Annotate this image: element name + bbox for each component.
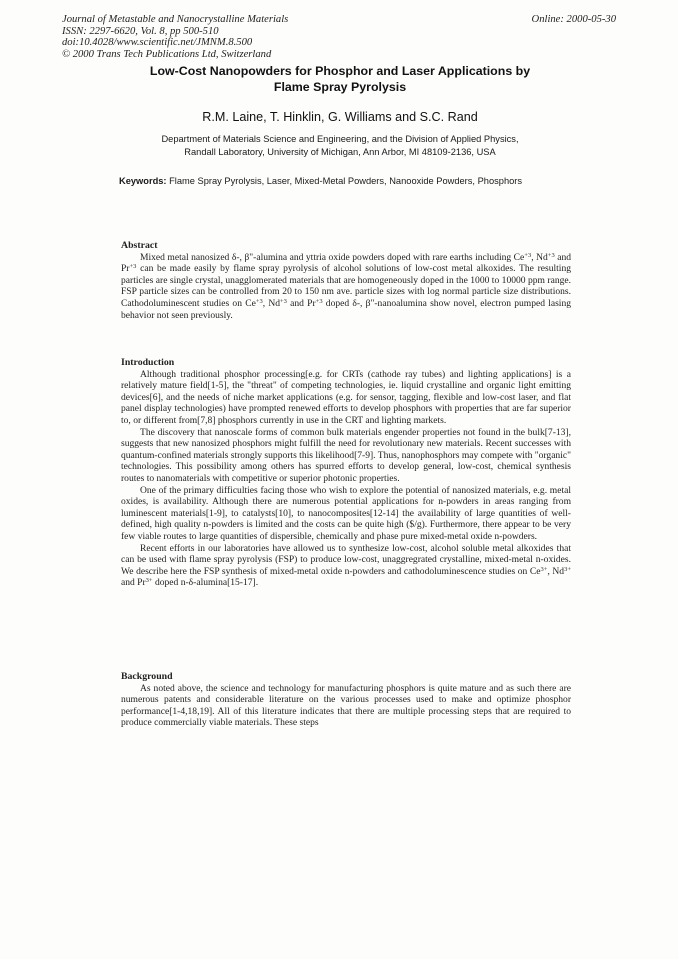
background-paragraph-1: As noted above, the science and technology for manufacturing phosphors is quite mature and as such there are numerous patents and considerable literature on the various processes used to make and optimize phosphor performance[1-4,18,19]. All of this literature indicates that there are multiple processing steps that are required to produce commercially viable materials. These steps — [121, 682, 571, 729]
abstract-section — [121, 240, 571, 321]
author-list: R.M. Laine, T. Hinklin, G. Williams and S.C. Rand — [202, 110, 478, 124]
introduction-paragraph-3: One of the primary difficulties facing those who wish to explore the potential of nanosized materials, e.g. metal oxides, is availability. Although there are numerous potential applications for n-powders in areas ranging from luminescent materials[1-9], to catalysts[10], to nanocomposites[12-14] the availability of large quantities of well-defined, high quality n-powders is limited and the costs can be quite high ($/g). Furthermore, there appear to be very few viable routes to large quantities of dispersible, chemically and phase pure mixed-metal oxide n-powders. — [121, 484, 571, 542]
title-line-1: Low-Cost Nanopowders for Phosphor and Laser Applications by — [149, 64, 531, 78]
keywords-label: Keywords: — [119, 176, 167, 186]
affiliation — [90, 133, 590, 159]
background-section — [121, 671, 571, 729]
introduction-paragraph-1: Although traditional phosphor processing[e.g. for CRTs (cathode ray tubes) and lighting applications] is a relatively mature field[1-5], the "threat" of competing technologies, ie. liquid crystalline and organic light emitting devices[6], and the needs of niche market applications (e.g. for sensor, tagging, flexible and low-cost laser, and flat panel display technologies) have prompted renewed efforts to develop phosphors with properties that are far superior to, or different from[7,8] phosphors currently in use in the CRT and lighting markets. — [121, 368, 571, 426]
copyright: © 2000 Trans Tech Publications Ltd, Switzerland — [62, 48, 272, 60]
affiliation-line-2: Randall Laboratory, University of Michigan, Ann Arbor, MI 48109-2136, USA — [184, 146, 496, 157]
doi: doi:10.4028/www.scientific.net/JMNM.8.500 — [62, 37, 253, 49]
keywords-text: Flame Spray Pyrolysis, Laser, Mixed-Metal Powders, Nanooxide Powders, Phosphors — [169, 176, 523, 186]
journal-metadata — [62, 14, 288, 60]
introduction-section — [121, 357, 571, 589]
introduction-paragraph-4: Recent efforts in our laboratories have allowed us to synthesize low-cost, alcohol soluble metal alkoxides that can be used with flame spray pyrolysis (FSP) to produce low-cost, unaggregrated crystalline, mixed-metal n-oxides. We describe here the FSP synthesis of mixed-metal oxide n-powders and cathodoluminescence studies on $Ce^{3+}$, $Nd^{3+}$ and $Pr^{3+}$ doped n-δ-alumina[15-17]. — [121, 542, 571, 589]
introduction-paragraph-2: The discovery that nanoscale forms of common bulk materials engender properties not found in the bulk[7-13], suggests that new nanosized phosphors might fulfill the need for revolutionary new materials. Recent successes with quantum-confined materials strongly supports this likelihood[7-9]. Thus, nanophosphors may compete with "organic" technologies. This possibility among others has spurred efforts to develop general, low-cost, chemical synthesis routes to nanomaterials with competitive or superior photonic properties. — [121, 426, 571, 484]
background-heading: Background — [121, 671, 173, 682]
online-date: Online: 2000-05-30 — [531, 14, 616, 25]
keywords — [119, 176, 579, 186]
title-line-2: Flame Spray Pyrolysis — [273, 79, 407, 94]
abstract-heading: Abstract — [121, 240, 158, 251]
paper-title — [110, 64, 570, 95]
journal-name: Journal of Metastable and Nanocrystalline Materials — [62, 14, 289, 25]
affiliation-line-1: Department of Materials Science and Engineering, and the Division of Applied Physics, — [161, 134, 519, 144]
issn-volume: ISSN: 2297-6620, Vol. 8, pp 500-510 — [62, 25, 219, 37]
introduction-heading: Introduction — [121, 357, 175, 368]
abstract-paragraph: Mixed metal nanosized δ-, β"-alumina and yttria oxide powders doped with rare earths including $Ce^{+3}$, $Nd^{+3}$ and $Pr^{+3}$ can be made easily by flame spray pyrolysis of alcohol solutions of low-cost metal alkoxides. The resulting particles are single crystal, unagglomerated materials that are homogeneously doped in the 1000 to 10000 ppm range. FSP particle sizes can be controlled from 20 to 150 nm ave. particle sizes with log normal particle size distributions. Cathodoluminescent studies on $Ce^{+3}$, $Nd^{+3}$ and $Pr^{+3}$ doped δ-, β"-nanoalumina show novel, electron pumped lasing behavior not seen previously. — [121, 251, 572, 321]
